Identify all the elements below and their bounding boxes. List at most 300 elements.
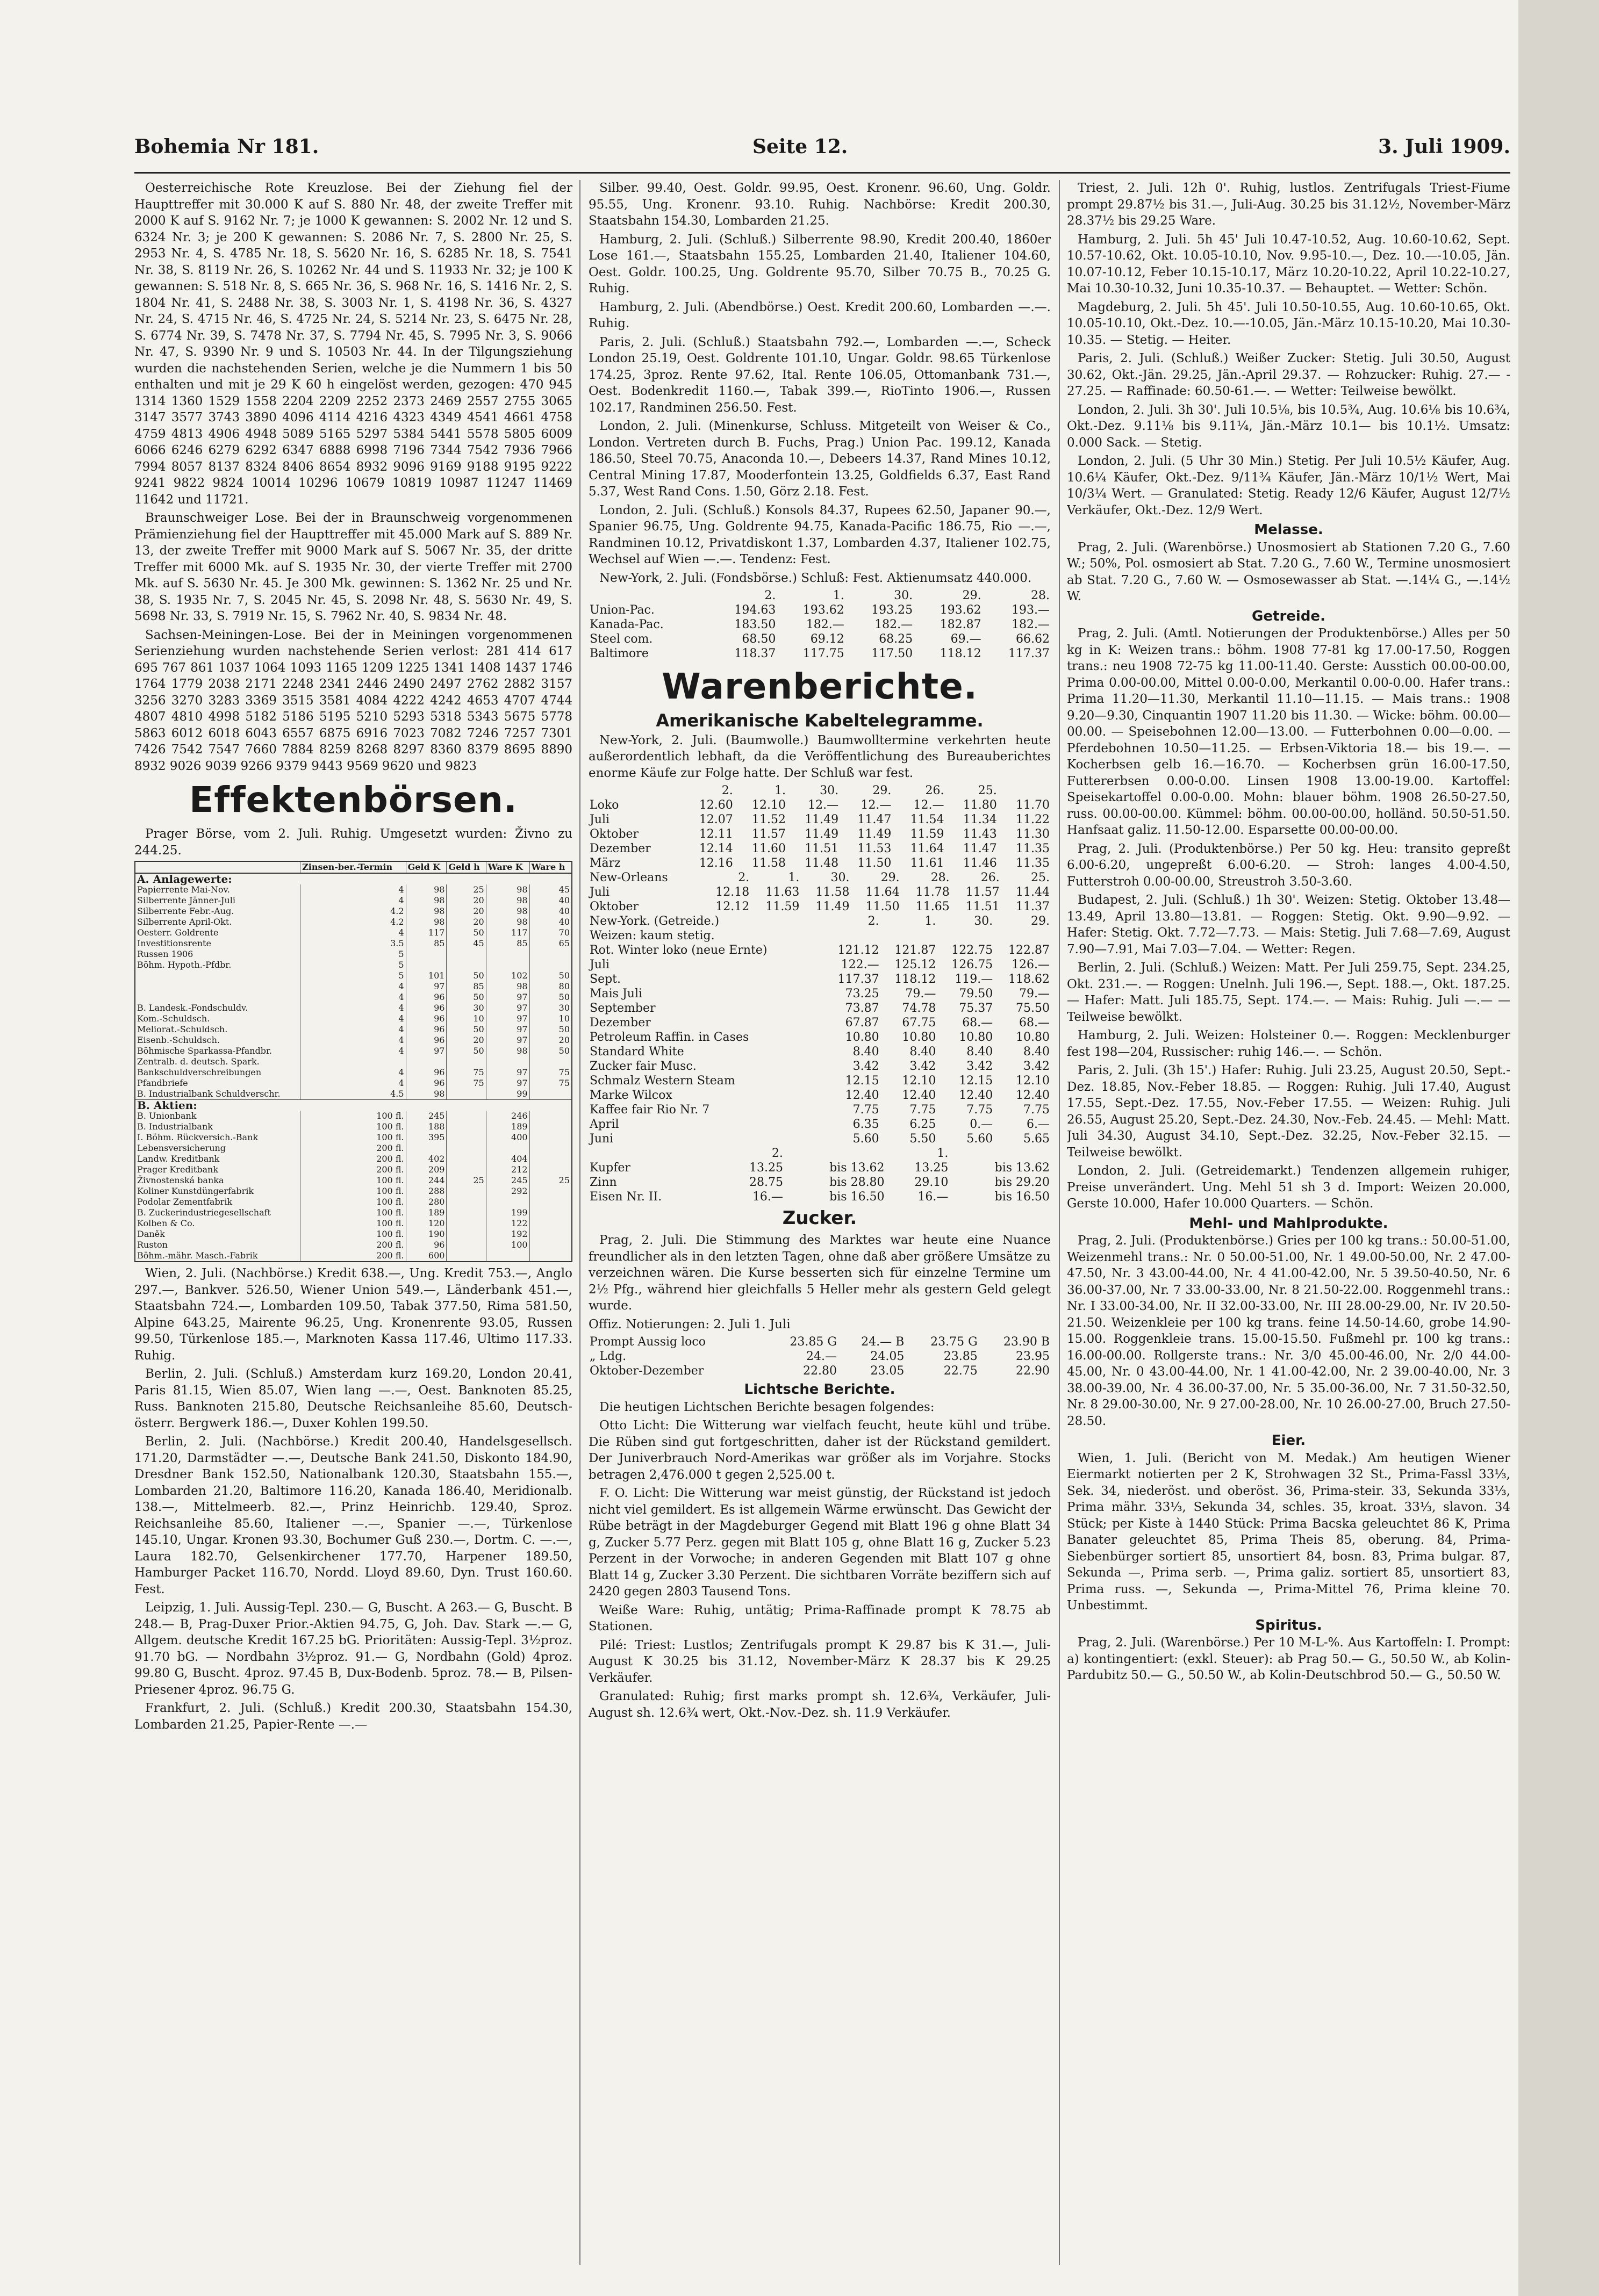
table-cell: 11.65 <box>915 900 950 913</box>
header-rule <box>134 172 1510 174</box>
table-cell: 12.40 <box>1016 1089 1050 1102</box>
table-cell: 7.75 <box>1023 1103 1050 1117</box>
header-cell: 30. <box>830 871 850 884</box>
table-cell: 70 <box>529 927 572 938</box>
pile-report: Pilé: Triest: Lustlos; Zentrifugals prompt K 29.87 bis K 31.—, Juli-August K 30.25 bis 31.12, November-März K 28.37 bis K 29.25 Verkäufer. <box>589 1638 1051 1685</box>
header-cell: Ware K <box>486 861 529 873</box>
table-cell: 11.49 <box>815 900 850 913</box>
table-cell: 117.37 <box>837 973 879 986</box>
table-cell: 98 <box>406 1089 447 1100</box>
header-cell: 1. <box>788 871 800 884</box>
table-cell: 11.58 <box>815 886 850 899</box>
berlin-getreide-report: Berlin, 2. Juli. (Schluß.) Weizen: Matt. Per Juli 259.75, Sept. 234.25, Okt. 231.—. — Roggen: Unelnh. Juli 196.—, Sept. 188.—, Okt. 187.25. — Hafer: Matt. Juli 185.75, Sept. 174.—. — Mais: Ruhig. Juli —.— — Teilweise bewölkt. <box>1067 961 1510 1024</box>
table-row <box>135 884 572 895</box>
frankfurt-report: Frankfurt, 2. Juli. (Schluß.) Kredit 200.30, Staatsbahn 154.30, Lombarden 21.25, Papier-Rente —.— <box>134 1701 572 1732</box>
table-cell: Kaffee fair Rio Nr. 7 <box>590 1103 710 1117</box>
table-cell: 11.51 <box>965 900 1000 913</box>
header-cell <box>949 1146 1051 1161</box>
table-cell: 50 <box>447 992 486 1003</box>
table-cell: 404 <box>486 1154 529 1164</box>
table-cell: März <box>590 856 621 870</box>
table-row <box>589 827 1051 841</box>
table-cell: 11.47 <box>963 842 997 855</box>
header-cell: 28. <box>1031 589 1050 602</box>
table-cell: 402 <box>406 1154 447 1164</box>
table-cell: 40 <box>529 895 572 906</box>
table-cell: Bankschuldverschreibungen <box>135 1067 300 1078</box>
table-row <box>589 1059 1051 1074</box>
table-cell: 199 <box>486 1207 529 1218</box>
table-cell: 8.40 <box>1023 1045 1050 1059</box>
wien-report: Wien, 2. Juli. (Nachbörse.) Kredit 638.—, Ung. Kredit 753.—, Anglo 297.—, Bankver. 526.50, Wiener Union 549.—, Länderbank 451.—, Staatsbahn 724.—, Lombarden 109.50, Tabak 377.50, Rima 581.50, Alpine 643.25, Mairente 96.25, Ung. Kronenrente 93.05, Russen 99.50, Türkenlose 185.—, Marknoten Kassa 117.46, Ultimo 117.33. Ruhig. <box>134 1266 572 1363</box>
table-cell: Juli <box>590 813 610 826</box>
table-cell: 75 <box>447 1067 486 1078</box>
table-cell: 10.80 <box>1016 1031 1050 1044</box>
table-cell: 182.— <box>874 618 913 631</box>
table-body <box>135 873 572 1262</box>
table-cell: 68.— <box>962 1016 993 1030</box>
mehl-report: Prag, 2. Juli. (Produktenbörse.) Gries per 100 kg trans.: 50.00-51.00, Weizenmehl trans.: Nr. 0 50.00-51.00, Nr. 1 49.00-50.00, Nr. 2 47.00-47.50, Nr. 3 43.00-44.00, Nr. 4 41.00-42.00, Nr. 5 39.50-40.50, Nr. 6 36.00-37.00, Nr. 7 33.00-33.00, Nr. 8 21.50-22.00. Roggenmehl trans.: Nr. I 33.00-34.00, Nr. II 32.00-33.00, Nr. III 28.00-29.00, Nr. IV 20.50-21.50. Weizenkleie per 100 kg trans. feine 14.50-14.60, grobe 14.90-15.00. Roggenkleie trans. 15.00-15.50. Fußmehl pr. 100 kg trans.: 16.00-00.00. Rollgerste trans.: Nr. 3/0 45.00-46.00, Nr. 2/0 44.00-45.00, Nr. 0 43.00-44.00, Nr. 1 41.00-42.00, Nr. 2 39.00-40.00, Nr. 3 38.00-39.00, Nr. 4 36.00-37.00, Nr. 5 35.00-36.00, Nr. 7 31.50-32.50, Nr. 8 29.00-30.00, Nr. 9 27.00-28.00, Nr. 10 26.00-27.00, Bruch 27.50-28.50. <box>1067 1234 1510 1428</box>
table-cell: 6.— <box>1027 1118 1050 1131</box>
table-cell: 11.35 <box>1016 856 1050 870</box>
table-cell <box>447 1132 486 1143</box>
table-cell: 10.80 <box>845 1031 879 1044</box>
table-cell: 97 <box>486 1078 529 1089</box>
table-cell <box>486 1143 529 1154</box>
table-cell: 3.42 <box>852 1060 879 1073</box>
table-cell: 126.— <box>1012 958 1050 971</box>
table-cell: Papierrente Mai-Nov. <box>135 884 300 895</box>
table-cell: 193.— <box>1012 603 1050 617</box>
table-cell: 73.87 <box>845 1002 879 1015</box>
table-cell <box>529 1250 572 1262</box>
table-header-row <box>135 861 572 873</box>
table-cell: 22.80 <box>803 1364 837 1378</box>
table-row <box>135 960 572 970</box>
table-cell: 119.— <box>955 973 993 986</box>
table-cell: 11.80 <box>963 798 997 812</box>
table-row <box>589 899 1051 914</box>
table-cell: Ruston <box>135 1240 300 1250</box>
table-cell: 4.2 <box>300 906 406 917</box>
table-cell: 117.50 <box>871 647 913 660</box>
baumwolle-table <box>589 783 1051 870</box>
table-cell: 11.60 <box>752 842 786 855</box>
table-cell: Živnostenská banka <box>135 1175 300 1186</box>
table-cell: 6.35 <box>852 1118 879 1131</box>
table-row <box>135 981 572 992</box>
table-cell: 11.35 <box>1016 842 1050 855</box>
melasse-report: Prag, 2. Juli. (Warenbörse.) Unosmosiert ab Stationen 7.20 G., 7.60 W.; 50%, Pol. osmosiert ab Stat. 7.20 G., 7.60 W., Termine unosmosiert ab Stat. 7.20 G., 7.60 W. — Osmosewasser ab Stat. —.14¼ G., —.14½ W. <box>1067 540 1510 603</box>
table-cell: 11.49 <box>805 827 839 841</box>
table-cell: 23.95 <box>1016 1350 1050 1363</box>
table-header-row <box>589 914 1051 929</box>
table-row <box>135 1013 572 1024</box>
table-cell: 122 <box>486 1218 529 1229</box>
table-cell: 12.11 <box>699 827 733 841</box>
table-cell <box>486 949 529 960</box>
table-cell: 4 <box>300 1067 406 1078</box>
table-cell: 68.50 <box>742 632 776 646</box>
hamburg-getreide-report: Hamburg, 2. Juli. Weizen: Holsteiner 0.—. Roggen: Mecklenburger fest 198—204, Russischer: ruhig 146.—. — Schön. <box>1067 1028 1510 1059</box>
table-cell: 11.78 <box>915 886 950 899</box>
table-cell: 97 <box>406 1046 447 1056</box>
section-label: A. Anlagewerte: <box>135 873 572 884</box>
triest-report: Triest, 2. Juli. 12h 0'. Ruhig, lustlos. Zentrifugals Triest-Fiume prompt 29.87½ bis 31.—, Juli-Aug. 30.25 bis 31.12½, November-März 28.37½ bis 29.25 Ware. <box>1067 181 1510 228</box>
table-row <box>135 906 572 917</box>
table-cell: 11.70 <box>1016 798 1050 812</box>
header-cell: 29. <box>872 784 892 797</box>
table-cell <box>447 1111 486 1121</box>
table-cell <box>447 1121 486 1132</box>
hamburg-abend-report: Hamburg, 2. Juli. (Abendbörse.) Oest. Kredit 200.60, Lombarden —.—. Ruhig. <box>589 300 1051 330</box>
table-cell: 8.40 <box>966 1045 993 1059</box>
table-cell: 40 <box>529 917 572 927</box>
table-cell: Podolar Zementfabrik <box>135 1197 300 1207</box>
table-cell: 23.75 G <box>930 1335 978 1349</box>
table-cell: 182.87 <box>940 618 981 631</box>
table-cell: 117.75 <box>802 647 844 660</box>
table-cell: Oesterr. Goldrente <box>135 927 300 938</box>
table-cell: 20 <box>447 895 486 906</box>
table-cell: 11.49 <box>857 827 892 841</box>
table-row <box>589 1175 1051 1190</box>
lichtsche-berichte-title: Lichtsche Berichte. <box>744 1381 895 1398</box>
table-cell: 189 <box>406 1207 447 1218</box>
table-cell <box>406 1056 447 1067</box>
table-cell: bis 16.50 <box>994 1190 1050 1204</box>
table-cell: Eisen Nr. II. <box>590 1190 662 1204</box>
table-cell: 40 <box>529 906 572 917</box>
kabeltelegramme-subtitle: Amerikanische Kabeltelegramme. <box>656 710 984 731</box>
otto-licht-report: Otto Licht: Die Witterung war vielfach feucht, heute kühl und trübe. Die Rüben sind gut fortgeschritten, daher ist der Rückstand gemildert. Der Juniverbrauch Nord-Amerikas war größer als im Vorjahre. Stocks betragen 2,476.000 t gegen 2,525.00 t. <box>589 1419 1051 1482</box>
table-cell: 11.57 <box>752 827 786 841</box>
paris-zucker-report: Paris, 2. Juli. (Schluß.) Weißer Zucker: Stetig. Juli 30.50, August 30.62, Okt.-Jän. 29.25, Jän.-April 29.37. — Rohzucker: Ruhig. 27.— - 27.25. — Raffinade: 60.50-61.—. — Wetter: Teilweise bewölkt. <box>1067 351 1510 398</box>
table-cell: Juni <box>590 1132 614 1146</box>
table-cell: Zinn <box>590 1176 617 1189</box>
table-cell: 288 <box>406 1186 447 1197</box>
table-row <box>589 943 1051 958</box>
table-cell: 5 <box>300 949 406 960</box>
table-row <box>135 1121 572 1132</box>
table-cell <box>486 960 529 970</box>
table-row <box>135 970 572 981</box>
table-cell: 12.40 <box>902 1089 936 1102</box>
table-cell: 50 <box>529 992 572 1003</box>
table-cell: bis 28.80 <box>829 1176 885 1189</box>
table-cell <box>447 1218 486 1229</box>
header-cell: Geld h <box>447 861 486 873</box>
table-cell: 118.12 <box>940 647 981 660</box>
header-cell <box>589 1146 720 1161</box>
table-cell: 75 <box>529 1067 572 1078</box>
table-cell <box>447 1250 486 1262</box>
table-row <box>589 987 1051 1001</box>
table-body <box>589 929 1051 1146</box>
berlin-nachboerse-report: Berlin, 2. Juli. (Nachbörse.) Kredit 200.40, Handelsgesellsch. 171.20, Darmstädter —.—, Deutsche Bank 241.50, Diskonto 184.90, Dresdner Bank 152.50, Nationalbank 120.30, Staatsbahn 155.—, Lombarden 21.20, Baltimore 116.20, Kanada 186.40, Meridionalb. 138.—, Mittelmeerb. 82.—, Prinz Heinrichb. 129.40, Sproz. Reichsanleihe 85.60, Italiener —.—, Spanier —.—, Türkenlose 145.10, Ungar. Kronen 93.30, Bochumer Guß 230.—, Dortm. C. —.—, Laura 182.70, Gelsenkirchener 177.70, Harpener 189.50, Hamburger Packet 116.70, Nordd. Lloyd 89.60, Dyn. Trust 160.60. Fest. <box>134 1435 572 1596</box>
page-margin <box>1518 0 1599 2296</box>
table-cell: Oktober <box>590 827 639 841</box>
header-cell: 1. <box>924 915 936 928</box>
table-cell: 4 <box>300 884 406 895</box>
table-cell: 11.22 <box>1016 813 1050 826</box>
table-cell: Eisenb.-Schuldsch. <box>135 1035 300 1046</box>
table-cell: 0.— <box>970 1118 993 1131</box>
table-row <box>135 917 572 927</box>
table-cell: 66.62 <box>1016 632 1050 646</box>
table-cell: 5 <box>300 970 406 981</box>
header-cell: 29. <box>962 589 981 602</box>
table-cell <box>529 1154 572 1164</box>
table-cell: 69.— <box>950 632 981 646</box>
table-cell: Juli <box>590 886 610 899</box>
header-cell: New-York. (Getreide.) <box>590 915 720 928</box>
table-cell: B. Landesk.-Fondschuldv. <box>135 1003 300 1013</box>
table-cell: Silberrente April-Okt. <box>135 917 300 927</box>
table-cell: Steel com. <box>590 632 653 646</box>
table-cell: B. Industrialbank <box>135 1121 300 1132</box>
table-cell: 22.90 <box>1016 1364 1050 1378</box>
table-cell <box>529 1143 572 1154</box>
table-cell: Kom.-Schuldsch. <box>135 1013 300 1024</box>
table-row <box>135 1229 572 1240</box>
header-cell: 25. <box>1031 871 1050 884</box>
table-cell: September <box>590 1002 656 1015</box>
table-cell: 11.50 <box>857 856 892 870</box>
table-cell: 96 <box>406 1024 447 1035</box>
table-cell: 97 <box>486 1035 529 1046</box>
table-cell: 50 <box>447 1024 486 1035</box>
table-row <box>135 1207 572 1218</box>
table-cell: 6.25 <box>909 1118 936 1131</box>
table-cell <box>486 1250 529 1262</box>
table-row <box>135 1175 572 1186</box>
table-cell: 4.2 <box>300 917 406 927</box>
table-cell: 8.40 <box>909 1045 936 1059</box>
table-cell: 11.47 <box>857 813 892 826</box>
spiritus-report: Prag, 2. Juli. (Warenbörse.) Per 10 M-L-%. Aus Kartoffeln: I. Prompt: a) kontingentiert: (exkl. Steuer): ab Prag 50.— G., 50.50 W., ab Kolin-Pardubitz 50.— G., 50.50 W., ab Kolin-Deutschbrod 50.— G., 50.50 W. <box>1067 1636 1510 1682</box>
table-row <box>135 1240 572 1250</box>
table-cell: 96 <box>406 1035 447 1046</box>
table-cell <box>529 949 572 960</box>
eier-title: Eier. <box>1271 1433 1306 1449</box>
table-cell: 12.— <box>861 798 892 812</box>
table-body <box>589 1161 1051 1204</box>
header-cell: 30. <box>974 915 993 928</box>
table-cell: 98 <box>406 895 447 906</box>
table-cell: 13.25 <box>914 1161 949 1175</box>
table-cell: 126.75 <box>951 958 993 971</box>
london-zucker-spaet-report: London, 2. Juli. (5 Uhr 30 Min.) Stetig. Per Juli 10.5½ Käufer, Aug. 10.6¼ Käufer, Okt.-Dez. 9/11¾ Käufer, Jän.-März 10/1½ Wert, Mai 10/3¼ Wert. — Granulated: Stetig. Ready 12/6 Käufer, August 12/7½ Verkäufer, Okt.-Dez. 12/9 Wert. <box>1067 454 1510 517</box>
table-cell: Petroleum Raffin. in Cases <box>590 1031 749 1044</box>
table-cell: 12.10 <box>902 1074 936 1088</box>
header-cell: 2. <box>867 915 879 928</box>
header-cell: Ware h <box>529 861 572 873</box>
table-cell: 4 <box>300 1024 406 1035</box>
table-cell: 20 <box>447 917 486 927</box>
table-cell: 12.07 <box>699 813 733 826</box>
london-minen-report: London, 2. Juli. (Minenkurse, Schluss. Mitgeteilt von Weiser & Co., London. Vertreten durch B. Fuchs, Prag.) Union Pac. 199.12, Kanada 186.50, Steel 70.75, Anaconda 10.—, Debeers 14.37, Rand Mines 10.12, Central Mining 17.87, Mooderfontein 13.25, Goldfields 6.37, East Rand 5.37, West Rand Cons. 1.50, Görz 2.18. Fest. <box>589 419 1051 499</box>
granulated-report: Granulated: Ruhig; first marks prompt sh. 12.6¾, Verkäufer, Juli-August sh. 12.6¾ wert, Okt.-Nov.-Dez. sh. 11.9 Verkäufer. <box>589 1689 1051 1720</box>
table-cell: bis 29.20 <box>994 1176 1050 1189</box>
table-cell <box>447 960 486 970</box>
table-cell: 600 <box>406 1250 447 1262</box>
table-cell: 11.61 <box>910 856 944 870</box>
table-cell: 10.80 <box>902 1031 936 1044</box>
table-cell: 11.59 <box>765 900 800 913</box>
table-cell: Marke Wilcox <box>590 1089 672 1102</box>
table-cell: 101 <box>406 970 447 981</box>
table-cell: 400 <box>486 1132 529 1143</box>
table-cell: bis 16.50 <box>829 1190 885 1204</box>
table-cell: 280 <box>406 1197 447 1207</box>
hamburg-zucker-report: Hamburg, 2. Juli. 5h 45' Juli 10.47-10.52, Aug. 10.60-10.62, Sept. 10.57-10.62, Okt. 10.05-10.10, Nov. 9.95-10.—, Dez. 10.—-10.05, Jän. 10.07-10.12, Feber 10.15-10.17, März 10.20-10.22, April 10.22-10.27, Mai 10.30-10.32, Juni 10.35-10.37. — Behauptet. — Wetter: Schön. <box>1067 232 1510 296</box>
table-row <box>135 927 572 938</box>
table-cell: Böhm. Hypoth.-Pfdbr. <box>135 960 300 970</box>
table-row <box>135 1035 572 1046</box>
table-cell: 192 <box>486 1229 529 1240</box>
table-cell: 4 <box>300 1078 406 1089</box>
table-cell: bis 13.62 <box>994 1161 1050 1175</box>
table-cell: 11.34 <box>963 813 997 826</box>
table-row <box>589 958 1051 972</box>
table-row <box>589 603 1051 617</box>
table-cell: 23.85 G <box>790 1335 837 1349</box>
silber-report: Silber. 99.40, Oest. Goldr. 99.95, Oest. Kronenr. 96.60, Ung. Goldr. 95.55, Ung. Kronenr. 93.10. Ruhig. Nachbörse: Kredit 200.30, Staatsbahn 154.30, Lombarden 21.25. <box>589 181 1051 228</box>
table-cell: 97 <box>486 1024 529 1035</box>
table-cell: 4 <box>300 1013 406 1024</box>
table-cell: 100 fl. <box>300 1207 406 1218</box>
table-cell: bis 13.62 <box>829 1161 885 1175</box>
table-cell <box>447 949 486 960</box>
newyork-fonds-report: New-York, 2. Juli. (Fondsbörse.) Schluß: Fest. Aktienumsatz 440.000. <box>599 571 1032 585</box>
table-cell: 100 fl. <box>300 1186 406 1197</box>
table-cell: 85 <box>447 981 486 992</box>
melasse-title: Melasse. <box>1254 522 1323 538</box>
table-cell: 20 <box>447 906 486 917</box>
table-cell: 50 <box>529 1024 572 1035</box>
table-cell: 96 <box>406 1003 447 1013</box>
table-cell: Weizen: kaum stetig. <box>590 929 715 942</box>
table-cell: 11.52 <box>752 813 786 826</box>
table-cell: 193.25 <box>871 603 913 617</box>
newyork-fonds-table <box>589 588 1051 661</box>
table-cell: 5.50 <box>909 1132 936 1146</box>
table-cell: 117 <box>486 927 529 938</box>
prager-boerse-intro: Prager Börse, vom 2. Juli. Ruhig. Umgesetzt wurden: Živno zu 244.25. <box>134 827 572 858</box>
table-cell: 182.— <box>806 618 844 631</box>
table-cell: 10 <box>529 1013 572 1024</box>
table-cell: 118.37 <box>734 647 776 660</box>
table-cell <box>529 1240 572 1250</box>
table-cell: 120 <box>406 1218 447 1229</box>
table-cell: 16.— <box>752 1190 783 1204</box>
header-cell <box>589 588 708 603</box>
table-section-row <box>135 1100 572 1111</box>
table-cell: Kanada-Pac. <box>590 618 664 631</box>
table-cell: 245 <box>406 1111 447 1121</box>
table-cell: 188 <box>406 1121 447 1132</box>
table-cell: 5.65 <box>1023 1132 1050 1146</box>
page-header <box>134 135 1510 168</box>
table-header-row <box>589 783 1051 798</box>
table-cell: 189 <box>486 1121 529 1132</box>
table-cell: 12.60 <box>699 798 733 812</box>
table-cell: 395 <box>406 1132 447 1143</box>
header-date: 3. Juli 1909. <box>1378 135 1510 158</box>
table-row <box>135 1250 572 1262</box>
budapest-report: Budapest, 2. Juli. (Schluß.) 1h 30'. Weizen: Stetig. Oktober 13.48—13.49, April 13.80—13.81. — Roggen: Stetig. Okt. 9.90—9.92. — Hafer: Stetig. Okt. 7.72—7.73. — Mais: Stetig. Juli 7.68—7.69, August 7.90—7.91, Mai 7.03—7.04. — Wetter: Regen. <box>1067 893 1510 956</box>
header-cell: 30. <box>894 589 913 602</box>
table-cell: 12.10 <box>1016 1074 1050 1088</box>
table-row <box>589 885 1051 899</box>
table-cell: 4.5 <box>300 1089 406 1100</box>
table-cell: 183.50 <box>734 618 776 631</box>
london-getreide-report: London, 2. Juli. (Getreidemarkt.) Tendenzen allgemein ruhiger, Preise unverändert. Ung. Mehl 51 sh 3 d. Import: Weizen 20.000, Gerste 10.000, Hafer 10.000 Quarters. — Schön. <box>1067 1164 1510 1211</box>
table-cell: Union-Pac. <box>590 603 655 617</box>
table-body <box>589 885 1051 914</box>
table-cell: Koliner Kunstdüngerfabrik <box>135 1186 300 1197</box>
table-cell <box>529 1089 572 1100</box>
table-cell: 24.— B <box>861 1335 905 1349</box>
table-row <box>589 1132 1051 1146</box>
table-row <box>589 972 1051 987</box>
table-cell: 97 <box>486 992 529 1003</box>
table-row <box>589 1161 1051 1175</box>
table-cell: 98 <box>486 1046 529 1056</box>
table-cell: 79.— <box>905 987 936 1001</box>
table-cell: 22.75 <box>943 1364 978 1378</box>
table-cell: 125.12 <box>894 958 936 971</box>
header-cell: 2. <box>721 784 733 797</box>
table-cell: 24.— <box>806 1350 837 1363</box>
table-cell: Silberrente Febr.-Aug. <box>135 906 300 917</box>
header-cell <box>589 783 682 798</box>
header-cell: 29. <box>880 871 900 884</box>
zucker-prag-report: Prag, 2. Juli. Die Stimmung des Marktes war heute eine Nuance freundlicher als in den letzten Tagen, ohne daß aber größere Umsätze zu verzeichnen wären. Die Kurse besserten sich für einzelne Termine um 2½ Pfg., während hier gleichfalls 5 Heller mehr als gestern Geld gelegt wurde. <box>589 1233 1051 1313</box>
table-cell: 100 fl. <box>300 1175 406 1186</box>
table-cell: 20 <box>529 1035 572 1046</box>
table-cell: 118.12 <box>894 973 936 986</box>
table-cell: 97 <box>406 981 447 992</box>
table-cell: 98 <box>486 906 529 917</box>
table-cell: 3.42 <box>1023 1060 1050 1073</box>
table-cell <box>486 1197 529 1207</box>
table-cell: Pfandbriefe <box>135 1078 300 1089</box>
mehl-title: Mehl- und Mahlprodukte. <box>1189 1215 1388 1232</box>
table-cell: B. Unionbank <box>135 1111 300 1121</box>
table-cell: 4 <box>300 1046 406 1056</box>
column-divider <box>579 180 580 2265</box>
table-cell: 10.80 <box>959 1031 993 1044</box>
table-cell: B. Zuckerindustriegesellschaft <box>135 1207 300 1218</box>
table-cell: Juli <box>590 958 610 971</box>
table-cell: 97 <box>486 1013 529 1024</box>
table-cell: 3.5 <box>300 938 406 949</box>
table-cell <box>486 1056 529 1067</box>
table-cell: 12.— <box>913 798 944 812</box>
getreide-table <box>589 914 1051 1146</box>
header-cell: 30. <box>820 784 839 797</box>
table-cell: 245 <box>486 1175 529 1186</box>
table-cell: 182.— <box>1012 618 1050 631</box>
table-header-row <box>589 588 1051 603</box>
table-cell <box>529 1132 572 1143</box>
header-cell: 2. <box>764 589 776 602</box>
table-cell: 85 <box>406 938 447 949</box>
table-section-row <box>135 873 572 884</box>
table-cell: 24.05 <box>870 1350 905 1363</box>
